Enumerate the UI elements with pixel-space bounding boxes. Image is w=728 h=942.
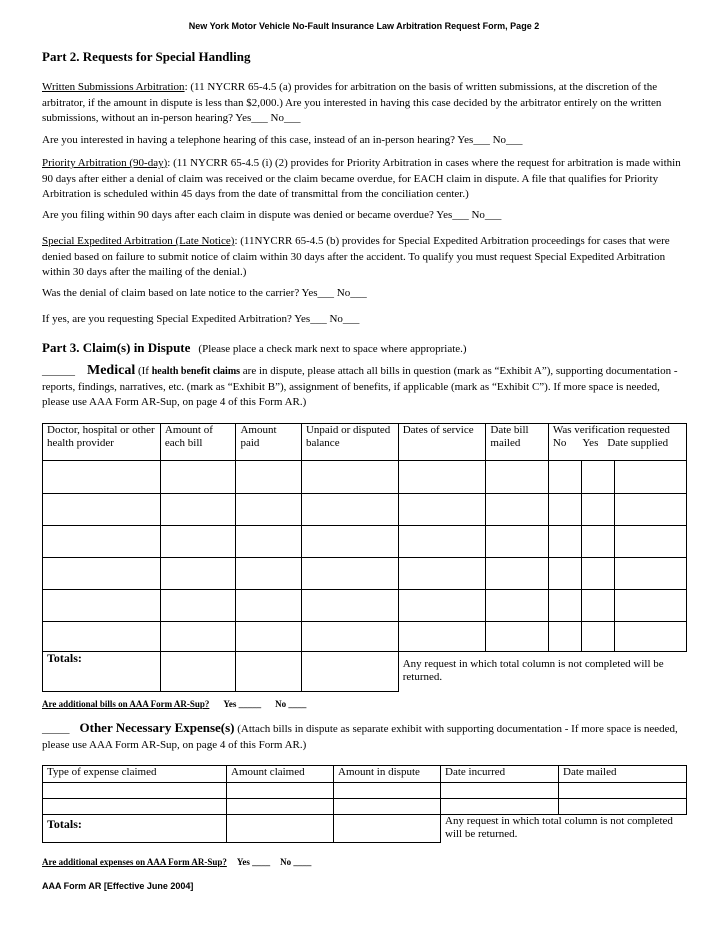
medical-totals-row: [43, 652, 687, 692]
medical-additional-no[interactable]: No ____: [275, 699, 307, 709]
verification-sub-no: No: [552, 436, 567, 449]
expedited-arbitration-text: : (11NYCRR 65-4.5 (b) provides for Special Expedited Arbitration proceedings for cases that were denied based on failure to submit notice of claim within 30 days after the accident. To qualify you must request Special Expedited Arbitration within 30 days after the mailing of the denial.): [42, 235, 670, 278]
verification-heading: Was verification requested: [552, 424, 670, 436]
other-expenses-checkbox-blank[interactable]: _____: [42, 723, 70, 735]
priority-arbitration-paragraph: [42, 156, 687, 203]
medical-col-amount-bill: Amount of each bill: [160, 424, 236, 461]
expedited-arbitration-paragraph: [42, 234, 687, 281]
medical-table-header: [43, 424, 687, 461]
other-col-date-incurred: Date incurred: [441, 766, 559, 783]
medical-additional-row: [42, 699, 306, 709]
written-submissions-text: : (11 NYCRR 65-4.5 (a) provides for arbitration on the basis of written submissions, at the discretion of the arbitrator, if the amount in dispute is less than $2,000.) Are you interested in having this case decided by the arbitrator entirely on the written submissions, without an in-person hearing? Yes___ No___: [42, 81, 662, 124]
medical-additional-yes[interactable]: Yes _____: [223, 699, 262, 709]
other-col-date-mailed: Date mailed: [559, 766, 687, 783]
part3-title-row: [42, 340, 467, 356]
other-additional-yes[interactable]: Yes ____: [236, 857, 271, 867]
medical-text: are in dispute, please attach all bills in question (mark as “Exhibit A”), supporting documentation - reports, findings, narratives, etc. (mark as “Exhibit B”), assignment of benefits, if applicable (mark as “Exhibit C”). If more space is needed, please use AAA Form AR-Sup, on page 4 of this Form AR.): [42, 365, 678, 408]
other-expenses-text: (Attach bills in dispute as separate exhibit with supporting documentation - If more space is needed, please use AAA Form AR-Sup, on page 4 of this Form AR.): [42, 723, 678, 751]
medical-label: Medical: [87, 363, 136, 378]
medical-paragraph: [42, 363, 687, 411]
medical-additional-question: Are additional bills on AAA Form AR-Sup?: [42, 699, 210, 709]
medical-col-date-mailed: Date bill mailed: [486, 424, 548, 461]
medical-col-provider: Doctor, hospital or other health provider: [43, 424, 161, 461]
medical-row[interactable]: [43, 622, 687, 652]
other-expenses-table: [42, 765, 687, 843]
medical-col-dates-service: Dates of service: [398, 424, 486, 461]
medical-row[interactable]: [43, 461, 687, 494]
medical-bills-table: [42, 423, 687, 692]
other-totals-note: Any request in which total column is not completed will be returned.: [441, 815, 687, 843]
filing-90-days-question: Are you filing within 90 days after each claim in dispute was denied or became overdue? Yes___ No___: [42, 209, 502, 221]
medical-totals-note: Any request in which total column is not completed will be returned.: [398, 652, 686, 692]
priority-arbitration-label: Priority Arbitration (90-day): [42, 157, 168, 169]
medical-bold-phrase: health benefit claims: [151, 366, 241, 377]
written-submissions-label: Written Submissions Arbitration: [42, 81, 185, 93]
other-additional-row: [42, 857, 311, 867]
expedited-arbitration-label: Special Expedited Arbitration (Late Notice): [42, 235, 235, 247]
late-notice-question: Was the denial of claim based on late notice to the carrier? Yes___ No___: [42, 287, 367, 299]
other-additional-question: Are additional expenses on AAA Form AR-Sup?: [42, 857, 227, 867]
form-footer: AAA Form AR [Effective June 2004]: [42, 881, 194, 891]
page-header: New York Motor Vehicle No-Fault Insurance Law Arbitration Request Form, Page 2: [188, 21, 540, 31]
part3-title: Part 3. Claim(s) in Dispute: [42, 340, 191, 355]
written-submissions-paragraph: [42, 80, 687, 127]
other-col-amount-claimed: Amount claimed: [227, 766, 334, 783]
medical-paren: (If: [135, 365, 152, 377]
telephone-hearing-question: Are you interested in having a telephone hearing of this case, instead of an in-person hearing? Yes___ No___: [42, 134, 523, 146]
other-col-amount-dispute: Amount in dispute: [334, 766, 441, 783]
other-expenses-label: Other Necessary Expense(s): [79, 720, 235, 735]
medical-col-amount-paid: Amount paid: [236, 424, 302, 461]
other-additional-no[interactable]: No ____: [280, 857, 312, 867]
medical-col-unpaid: Unpaid or disputed balance: [301, 424, 398, 461]
medical-row[interactable]: [43, 558, 687, 590]
other-col-type: Type of expense claimed: [43, 766, 227, 783]
other-totals-row: [43, 815, 687, 843]
medical-col-verification: [548, 424, 686, 461]
medical-row[interactable]: [43, 590, 687, 622]
other-row[interactable]: [43, 783, 687, 799]
requesting-expedited-question: If yes, are you requesting Special Expedited Arbitration? Yes___ No___: [42, 313, 360, 325]
other-expenses-paragraph: [42, 720, 687, 753]
priority-arbitration-text: : (11 NYCRR 65-4.5 (i) (2) provides for Priority Arbitration in cases where the request for arbitration is made within 90 days after either a denial of claim was received or the claim became overdue, for EACH claim in dispute. A file that qualifies for Priority Arbitration is scheduled within 45 days from the date of transmittal from the conciliation center.): [42, 157, 681, 200]
other-row[interactable]: [43, 799, 687, 815]
medical-total-amount-bill[interactable]: [160, 652, 236, 692]
part3-title-note: (Please place a check mark next to space where appropriate.): [198, 343, 467, 355]
other-total-amount-claimed[interactable]: [227, 815, 334, 843]
medical-total-unpaid[interactable]: [301, 652, 398, 692]
part2-title: Part 2. Requests for Special Handling: [42, 49, 251, 64]
other-table-header: [43, 766, 687, 783]
medical-totals-label: Totals:: [43, 652, 161, 692]
verification-sub-yes: Yes: [582, 436, 599, 449]
medical-row[interactable]: [43, 494, 687, 526]
verification-sub-date: Date supplied: [607, 436, 669, 449]
medical-total-amount-paid[interactable]: [236, 652, 302, 692]
other-totals-label: Totals:: [43, 815, 227, 843]
medical-checkbox-blank[interactable]: ______: [42, 365, 75, 377]
other-total-amount-dispute[interactable]: [334, 815, 441, 843]
medical-row[interactable]: [43, 526, 687, 558]
